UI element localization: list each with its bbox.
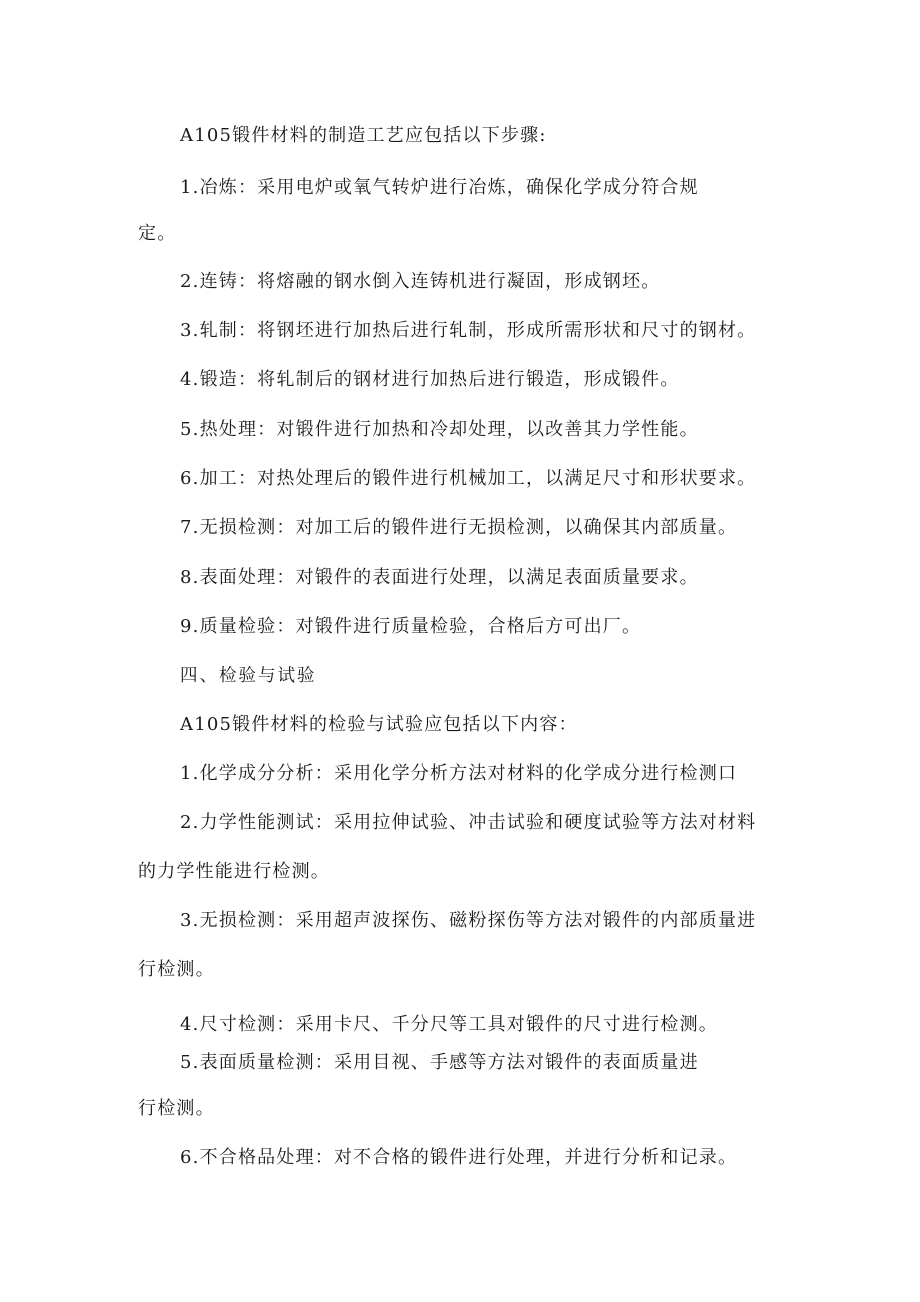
manufacturing-step-1-line-1: 1.冶炼：采用电炉或氧气转炉进行冶炼，确保化学成分符合规 — [180, 177, 699, 198]
section-heading: 四、检验与试验 — [180, 666, 317, 686]
inspection-item-5-line-1: 5.表面质量检测：采用目视、手感等方法对锻件的表面质量进 — [180, 1052, 699, 1073]
manufacturing-step-5: 5.热处理：对锻件进行加热和冷却处理，以改善其力学性能。 — [180, 419, 699, 440]
manufacturing-step-3: 3.轧制：将钢坯进行加热后进行轧制，形成所需形状和尺寸的钢材。 — [180, 320, 757, 341]
inspection-item-2-line-1: 2.力学性能测试：采用拉伸试验、冲击试验和硬度试验等方法对材料 — [180, 812, 757, 833]
inspection-item-1: 1.化学成分分析：采用化学分析方法对材料的化学成分进行检测口 — [180, 763, 738, 784]
manufacturing-step-2: 2.连铸：将熔融的钢水倒入连铸机进行凝固，形成钢坯。 — [180, 271, 661, 292]
inspection-intro: A105锻件材料的检验与试验应包括以下内容： — [180, 714, 578, 735]
inspection-item-3-line-1: 3.无损检测：采用超声波探伤、磁粉探伤等方法对锻件的内部质量进 — [180, 910, 757, 931]
inspection-item-3-line-2: 行检测。 — [138, 959, 215, 980]
manufacturing-step-8: 8.表面处理：对锻件的表面进行处理，以满足表面质量要求。 — [180, 567, 699, 588]
manufacturing-intro: A105锻件材料的制造工艺应包括以下步骤: — [180, 125, 547, 146]
manufacturing-step-9: 9.质量检验：对锻件进行质量检验，合格后方可出厂。 — [180, 616, 642, 637]
manufacturing-step-1-line-2: 定。 — [138, 223, 177, 244]
inspection-item-6: 6.不合格品处理：对不合格的锻件进行处理，并进行分析和记录。 — [180, 1147, 738, 1168]
manufacturing-step-7: 7.无损检测：对加工后的锻件进行无损检测，以确保其内部质量。 — [180, 517, 738, 538]
manufacturing-step-6: 6.加工：对热处理后的锻件进行机械加工，以满足尺寸和形状要求。 — [180, 468, 757, 489]
inspection-item-4: 4.尺寸检测：采用卡尺、千分尺等工具对锻件的尺寸进行检测。 — [180, 1014, 718, 1035]
inspection-item-2-line-2: 的力学性能进行检测。 — [138, 861, 330, 882]
manufacturing-step-4: 4.锻造：将轧制后的钢材进行加热后进行锻造，形成锻件。 — [180, 369, 680, 390]
inspection-item-5-line-2: 行检测。 — [138, 1098, 215, 1119]
